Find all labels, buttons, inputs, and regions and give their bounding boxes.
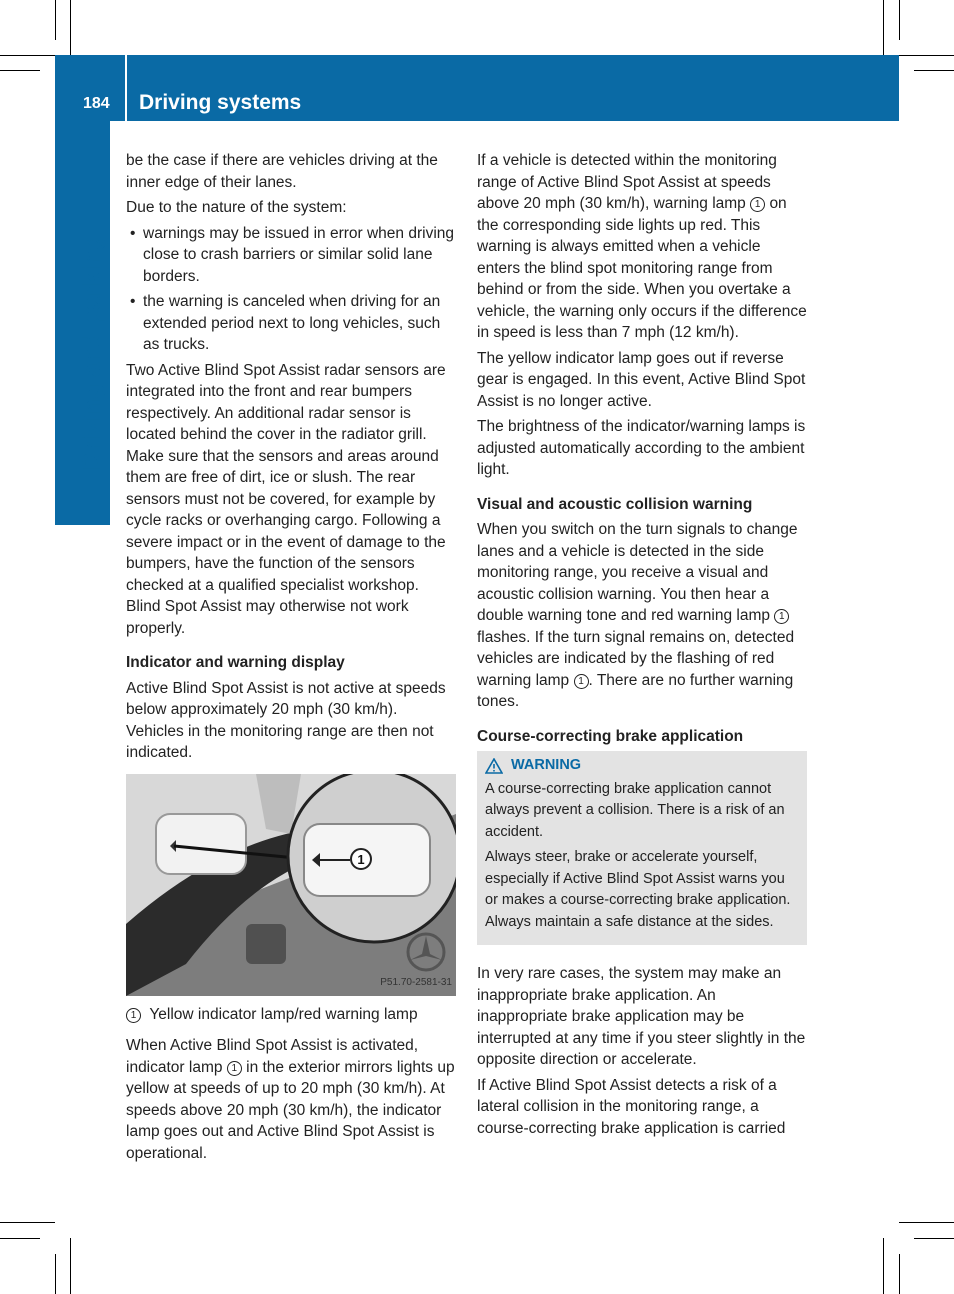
paragraph: Active Blind Spot Assist is not active at speeds below approximately 20 mph (30 km/h). Vehicles in the monitoring range are then not indicated. <box>126 679 446 761</box>
page-header <box>55 55 899 121</box>
crop-mark <box>70 1238 71 1294</box>
list-item: • the warning is canceled when driving for an extended period next to long vehicles, such as trucks. <box>126 291 456 356</box>
crop-mark <box>899 1222 954 1223</box>
callout-1-icon: 1 <box>774 609 789 624</box>
paragraph: In very rare cases, the system may make an inappropriate brake application. An inappropriate brake application may be interrupted at any time if you steer slightly in the opposite direction or accelerate. <box>477 965 806 1068</box>
crop-mark <box>883 1238 884 1294</box>
callout-1-icon: 1 <box>574 674 589 689</box>
crop-mark <box>70 0 71 55</box>
callout-1-icon: 1 <box>750 197 765 212</box>
paragraph <box>477 150 807 344</box>
paragraph <box>126 1035 456 1164</box>
list-item: • warnings may be issued in error when driving close to crash barriers or similar solid lane borders. <box>126 223 456 288</box>
paragraph-text: in the exterior mirrors lights up yellow at speeds of up to 20 mph (30 km/h). At speeds above 20 mph (30 km/h), the indicator lamp goes out and Active Blind Spot Assist is operational. <box>126 1058 455 1162</box>
warning-triangle-icon <box>485 758 503 774</box>
crop-mark <box>914 70 954 71</box>
crop-mark <box>0 55 55 56</box>
crop-mark <box>0 1238 40 1239</box>
figure-caption <box>126 1004 456 1026</box>
bullet-list <box>126 223 456 356</box>
crop-mark <box>914 1238 954 1239</box>
left-column <box>126 150 456 1168</box>
callout-1-icon: 1 <box>227 1061 242 1076</box>
paragraph-text: If a vehicle is detected within the monitoring range of Active Blind Spot Assist at speeds above 20 mph (30 km/h), warning lamp <box>477 152 777 212</box>
header-divider <box>125 55 127 121</box>
warning-header <box>485 755 799 777</box>
side-tab-title: Driving and parking <box>78 235 106 470</box>
crop-mark <box>883 0 884 55</box>
callout-1-icon: 1 <box>126 1008 141 1023</box>
callout-number: 1 <box>357 851 365 867</box>
caption-text: Yellow indicator lamp/red warning lamp <box>149 1005 418 1023</box>
right-column <box>477 150 807 1143</box>
warning-text: A course-correcting brake application cannot always prevent a collision. There is a risk of an accident. <box>485 780 785 840</box>
subheading: Visual and acoustic collision warning <box>477 495 753 513</box>
warning-box <box>477 751 807 945</box>
crop-mark <box>55 0 56 40</box>
figure-code: P51.70-2581-31 <box>380 977 452 988</box>
crop-mark <box>0 70 40 71</box>
paragraph: be the case if there are vehicles driving at the inner edge of their lanes. <box>126 152 438 191</box>
crop-mark <box>899 0 900 40</box>
paragraph: Two Active Blind Spot Assist radar sensors are integrated into the front and rear bumpers respectively. An additional radar sensor is located behind the cover in the radiator grill. Make sure that the sensors and areas around them are free of dirt, ice or slush. The rear sensors must not be covered, for example by cycle racks or overhanging cargo. Following a severe impact or in the event of damage to the bumpers, have the function of the sensors checked at a qualified specialist workshop. Blind Spot Assist may otherwise not work properly. <box>126 361 446 637</box>
paragraph: If Active Blind Spot Assist detects a risk of a lateral collision in the monitoring range, a course-correcting brake application is carried <box>477 1076 786 1137</box>
paragraph: The brightness of the indicator/warning lamps is adjusted automatically according to the ambient light. <box>477 418 806 478</box>
paragraph-text: . There are no further warning tones. <box>477 671 794 710</box>
warning-title: WARNING <box>511 757 582 773</box>
paragraph-text: on the corresponding side lights up red. This warning is always emitted when a vehicle enters the blind spot monitoring range from behind or from the side. When you overtake a vehicle, the warning only occurs if the difference in speed is less than 7 mph (12 km/h). <box>477 195 807 341</box>
crop-mark <box>899 55 954 56</box>
paragraph-text: When you switch on the turn signals to change lanes and a vehicle is detected in the side monitoring range, you receive a visual and acoustic collision warning. You then hear a double warning tone and red warning lamp <box>477 521 798 624</box>
crop-mark <box>899 1254 900 1294</box>
crop-mark <box>0 1222 55 1223</box>
subheading: Course-correcting brake application <box>477 727 744 745</box>
crop-mark <box>55 1254 56 1294</box>
section-title: Driving systems <box>139 91 302 114</box>
paragraph: The yellow indicator lamp goes out if reverse gear is engaged. In this event, Active Blind Spot Assist is no longer active. <box>477 349 806 410</box>
warning-text: Always steer, brake or accelerate yourself, especially if Active Blind Spot Assist warns you or makes a course-correcting brake application. Always maintain a safe distance at the sides. <box>485 849 791 930</box>
paragraph <box>477 519 807 713</box>
mirror-illustration <box>126 774 456 996</box>
paragraph-text: flashes. If the turn signal remains on, detected vehicles are indicated by the flashing of red warning lamp <box>477 628 795 689</box>
paragraph-text: When Active Blind Spot Assist is activated, indicator lamp <box>126 1037 419 1076</box>
page-number: 184 <box>83 95 110 112</box>
mirror-figure <box>126 774 456 996</box>
paragraph: Due to the nature of the system: <box>126 199 347 216</box>
subheading: Indicator and warning display <box>126 654 345 671</box>
